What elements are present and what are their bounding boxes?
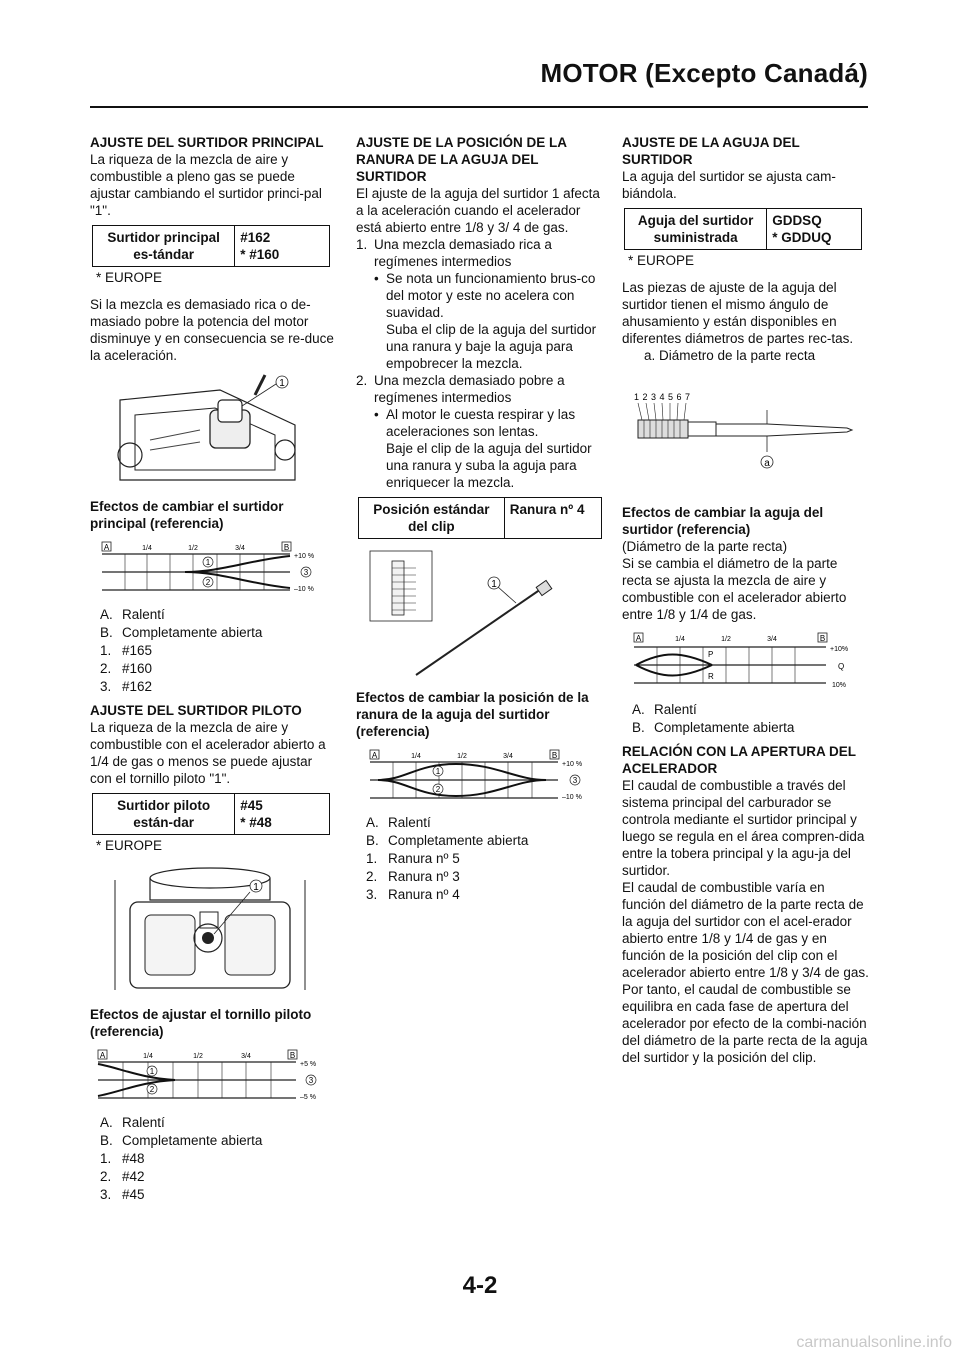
axis-top-label: +10 %: [294, 553, 315, 560]
tick-3-4: 3/4: [241, 1053, 251, 1060]
legend-item: A. Ralentí: [100, 607, 165, 622]
legend-item: 1. #165: [100, 643, 153, 658]
tick-1-4: 1/4: [411, 753, 421, 760]
chart-label-b: B: [819, 634, 826, 643]
pilot-jet-effects-chart: [90, 1046, 330, 1108]
needle-effects-chart: [622, 629, 862, 695]
curve-3-label: 3: [303, 568, 309, 577]
needle-spec-label: Aguja del surtidor suministrada: [625, 209, 767, 250]
tick-3-4: 3/4: [503, 753, 513, 760]
chart-label-a: A: [103, 543, 110, 552]
curve-2-label: 2: [205, 578, 211, 587]
axis-top-label: +10 %: [562, 761, 583, 768]
curve-r-label: R: [708, 672, 714, 681]
chart-label-b: B: [283, 543, 290, 552]
curve-p-label: P: [708, 650, 714, 659]
tick-1-4: 1/4: [143, 1053, 153, 1060]
step-2: 2. Una mezcla demasiado pobre a regímenes intermedios: [356, 373, 565, 405]
axis-top-label: +5 %: [300, 1061, 317, 1068]
pilot-jet-spec-label: Surtidor piloto están-dar: [93, 794, 235, 835]
main-jet-intro: La riqueza de la mezcla de aire y combustible a pleno gas se puede ajustar cambiando el surtidor princi-pal "1".: [90, 152, 322, 218]
legend-item: B. Completamente abierta: [632, 720, 795, 735]
tick-1-4: 1/4: [675, 636, 685, 643]
main-jet-spec-value-2: * #160: [240, 247, 280, 262]
pilot-jet-figure-callout: 1: [253, 882, 259, 893]
needle-figure-callout: 1: [491, 579, 497, 590]
tick-1-4: 1/4: [142, 545, 152, 552]
pilot-jet-intro: La riqueza de la mezcla de aire y combustible con el acelerador abierto a 1/4 de gas o menos se puede ajustar con el tornillo piloto "1".: [90, 720, 326, 786]
legend-item: B. Completamente abierta: [100, 625, 263, 640]
needle-spec-note: * EUROPE: [628, 253, 695, 268]
main-jet-spec-value-1: #162: [240, 230, 271, 245]
chart-label-a: A: [635, 634, 642, 643]
section-title-throttle-relation: RELACIÓN CON LA APERTURA DEL ACELERADOR: [622, 744, 856, 776]
clip-position-spec-value: Ranura nº 4: [504, 498, 601, 539]
pilot-jet-spec-value: [235, 794, 330, 835]
curve-3-label: 3: [308, 1076, 314, 1085]
axis-bottom-label: –10 %: [294, 586, 314, 593]
curve-1-label: 1: [149, 1067, 155, 1076]
legend-item: 3. #45: [100, 1187, 145, 1202]
pilot-jet-spec-table: [92, 793, 330, 835]
section-title-pilot-jet: AJUSTE DEL SURTIDOR PILOTO: [90, 703, 302, 718]
axis-top-label: +10%: [830, 646, 849, 653]
tick-3-4: 3/4: [235, 545, 245, 552]
main-jet-spec-label: Surtidor principal es-tándar: [93, 226, 235, 267]
clip-position-spec-label: Posición estándar del clip: [359, 498, 505, 539]
column-1: [90, 134, 335, 1204]
curve-q-label: Q: [838, 662, 845, 671]
needle-diameter-illustration: [622, 370, 862, 498]
axis-bottom-label: –10 %: [562, 794, 582, 801]
step-1: 1. Una mezcla demasiado rica a regímenes intermedios: [356, 237, 552, 269]
section-title-needle: AJUSTE DE LA AGUJA DEL SURTIDOR: [622, 135, 800, 167]
section-title-main-jet: AJUSTE DEL SURTIDOR PRINCIPAL: [90, 135, 324, 150]
clip-position-spec-table: [358, 497, 602, 539]
relation-para-2: El caudal de combustible varía en función del diámetro de la parte recta de la aguja del surtidor con el acel-erador abierto entre 1/8 y 1/4 de gas y en función de la posición del clip con el acelerador abierto entre 1/8 y 3/4 de gas.: [622, 880, 869, 980]
main-jet-figure-callout: 1: [279, 378, 285, 389]
legend-item: 3. #162: [100, 679, 153, 694]
needle-effects-para: Si se cambia el diámetro de la parte recta se ajusta la mezcla de aire y combustible con el acelerador abierto entre 1/8 y 1/4 de gas.: [622, 556, 847, 622]
legend-item: 1. Ranura nº 5: [366, 851, 460, 866]
page-number: 4-2: [462, 1272, 498, 1299]
curve-3-label: 3: [572, 776, 578, 785]
pilot-jet-spec-value-2: * #48: [240, 815, 272, 830]
pilot-jet-spec-note: * EUROPE: [96, 838, 163, 853]
needle-spec-table: [624, 208, 862, 250]
column-2: [356, 134, 601, 904]
axis-bottom-label: –5 %: [300, 1094, 316, 1101]
main-jet-para: Si la mezcla es demasiado rica o de-masiado pobre la potencia del motor disminuye y en consecuencia se re-duce la aceleración.: [90, 297, 334, 363]
relation-para-1: El caudal de combustible a través del sistema principal del carburador se controla mediante el surtidor principal y luego se regula en el área compren-dida entre la tobera principal y la agu-ja del surtidor.: [622, 778, 865, 878]
legend-item: A. Ralentí: [366, 815, 431, 830]
legend-item: 2. #42: [100, 1169, 145, 1184]
needle-position-effects-chart: [356, 746, 596, 808]
main-jet-spec-value: [235, 226, 330, 267]
main-jet-spec-note: * EUROPE: [96, 270, 163, 285]
tick-1-2: 1/2: [721, 636, 731, 643]
chart-label-a: A: [371, 751, 378, 760]
column-3: [622, 134, 870, 1066]
pilot-jet-spec-value-1: #45: [240, 798, 263, 813]
page-title: MOTOR (Excepto Canadá): [540, 58, 868, 88]
needle-effects-title: Efectos de cambiar la aguja del surtidor (referencia): [622, 505, 824, 537]
needle-position-legend: [356, 814, 601, 903]
curve-2-label: 2: [149, 1085, 155, 1094]
step-1-bullet: • Se nota un funcionamiento brus-co del motor y este no acelera con suavidad.: [374, 271, 596, 320]
main-jet-legend: [90, 606, 335, 695]
legend-item: A. Ralentí: [632, 702, 697, 717]
needle-position-effects-title: Efectos de cambiar la posición de la ranura de la aguja del surtidor (referencia): [356, 690, 589, 739]
step-2-action: Baje el clip de la aguja del surtidor una ranura y suba la aguja para enriquecer la mezcla.: [386, 441, 592, 490]
watermark: carmanualsonline.info: [796, 1334, 952, 1351]
curve-1-label: 1: [435, 767, 441, 776]
chart-label-b: B: [289, 1051, 296, 1060]
chart-label-a: A: [99, 1051, 106, 1060]
legend-item: 2. Ranura nº 3: [366, 869, 460, 884]
needle-spec-value-1: GDDSQ: [772, 213, 822, 228]
jet-needle-illustration: [356, 545, 596, 683]
tick-3-4: 3/4: [767, 636, 777, 643]
needle-diameter-callout: a: [764, 458, 770, 469]
main-jet-spec-table: [92, 225, 330, 267]
legend-item: 2. #160: [100, 661, 153, 676]
tick-1-2: 1/2: [188, 545, 198, 552]
needle-sub-item: a. Diámetro de la parte recta: [644, 348, 816, 363]
legend-item: B. Completamente abierta: [366, 833, 529, 848]
tick-1-2: 1/2: [457, 753, 467, 760]
axis-bottom-label: 10%: [832, 682, 847, 689]
needle-spec-value: [767, 209, 862, 250]
main-jet-effects-title: Efectos de cambiar el surtidor principal (referencia): [90, 499, 284, 531]
main-jet-effects-chart: [90, 538, 330, 600]
tick-1-2: 1/2: [193, 1053, 203, 1060]
needle-legend: [622, 701, 870, 736]
step-2-bullet: • Al motor le cuesta respirar y las aceleraciones son lentas.: [374, 407, 576, 439]
needle-groove-digits: 1 2 3 4 5 6 7: [634, 392, 691, 402]
header-rule: [90, 106, 868, 108]
needle-position-intro: El ajuste de la aguja del surtidor 1 afecta a la aceleración cuando el acelerador está abierto entre 1/8 y 3/ 4 de gas.: [356, 186, 600, 235]
curve-2-label: 2: [435, 785, 441, 794]
main-jet-carburetor-illustration: [90, 370, 330, 492]
legend-item: B. Completamente abierta: [100, 1133, 263, 1148]
chart-label-b: B: [551, 751, 558, 760]
needle-effects-sub: (Diámetro de la parte recta): [622, 539, 788, 554]
curve-1-label: 1: [205, 558, 211, 567]
needle-spec-value-2: * GDDUQ: [772, 230, 832, 245]
needle-intro: La aguja del surtidor se ajusta cam-biándola.: [622, 169, 836, 201]
step-1-action: Suba el clip de la aguja del surtidor una ranura y baje la aguja para empobrecer la mezcla.: [386, 322, 597, 371]
legend-item: 1. #48: [100, 1151, 145, 1166]
pilot-jet-carburetor-illustration: [90, 860, 330, 1000]
section-title-needle-position: AJUSTE DE LA POSICIÓN DE LA RANURA DE LA AGUJA DEL SURTIDOR: [356, 135, 567, 184]
relation-para-3: Por tanto, el caudal de combustible se equilibra en cada fase de apertura del acelerador por efecto de la combi-nación del diámetro de la parte recta de la aguja del surtidor y la posición del clip.: [622, 982, 868, 1065]
needle-para: Las piezas de ajuste de la aguja del surtidor tienen el mismo ángulo de ahusamiento y están disponibles en diferentes diámetros de partes rec-tas.: [622, 280, 854, 346]
pilot-jet-effects-title: Efectos de ajustar el tornillo piloto (referencia): [90, 1007, 312, 1039]
legend-item: A. Ralentí: [100, 1115, 165, 1130]
pilot-jet-legend: [90, 1114, 335, 1203]
legend-item: 3. Ranura nº 4: [366, 887, 460, 902]
